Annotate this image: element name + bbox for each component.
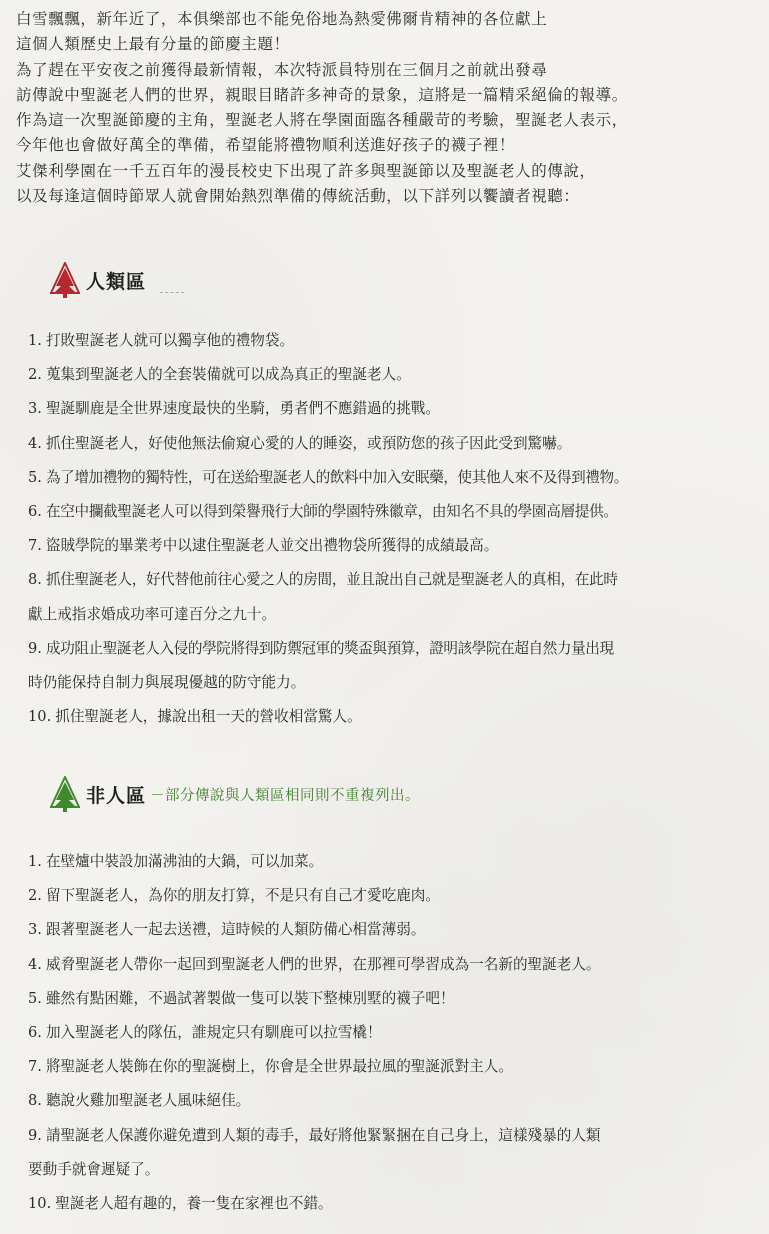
tree-trunk — [63, 806, 67, 812]
item-number: 9. — [28, 639, 42, 657]
nonhuman-section-note: －部分傳說與人類區相同則不重複列出。 — [150, 787, 421, 804]
list-item — [28, 358, 766, 392]
list-item — [28, 392, 766, 426]
item-text: 為了增加禮物的獨特性，可在送給聖誕老人的飲料中加入安眠藥，使其他人來不及得到禮物。 — [45, 468, 628, 486]
item-number: 10. — [28, 708, 52, 726]
item-text: 跟著聖誕老人一起去送禮，這時候的人類防備心相當薄弱。 — [45, 921, 426, 939]
item-text: 抓住聖誕老人，據說出租一天的營收相當驚人。 — [55, 708, 362, 726]
item-text: 在空中攔截聖誕老人可以得到榮譽飛行大師的學園特殊徽章，由知名不具的學園高層提供。 — [45, 503, 618, 521]
nonhuman-section-title: 非人區 — [86, 784, 147, 807]
intro-line: 今年他也會做好萬全的準備，希望能將禮物順利送進好孩子的襪子裡！ — [16, 136, 516, 155]
item-text: 在壁爐中裝設加滿沸油的大鍋，可以加菜。 — [45, 853, 324, 870]
list-item — [28, 529, 766, 563]
item-text-continued: 獻上戒指求婚成功率可達百分之九十。 — [28, 605, 277, 623]
intro-line: 這個人類歷史上最有分量的節慶主題！ — [16, 35, 290, 54]
item-number: 7. — [28, 1058, 42, 1076]
item-text: 雖然有點困難，不過試著製做一隻可以裝下整棟別墅的襪子吧！ — [45, 989, 455, 1007]
list-item — [28, 495, 766, 529]
list-item — [28, 324, 766, 358]
intro-line: 白雪飄飄，新年近了，本俱樂部也不能免俗地為熱愛佛爾肯精神的各位獻上 — [16, 10, 548, 28]
list-item — [28, 879, 766, 913]
list-item — [28, 632, 766, 700]
list-item — [28, 948, 766, 982]
item-text-continued: 要動手就會遲疑了。 — [28, 1160, 160, 1178]
item-text: 聽說火雞加聖誕老人風味絕佳。 — [45, 1092, 251, 1110]
nonhuman-legend-list — [28, 845, 766, 1221]
list-item — [28, 427, 766, 461]
item-text: 將聖誕老人裝飾在你的聖誕樹上，你會是全世界最拉風的聖誕派對主人。 — [45, 1058, 513, 1076]
item-number: 1. — [28, 853, 42, 870]
item-number: 8. — [28, 1092, 42, 1110]
item-text: 抓住聖誕老人，好代替他前往心愛之人的房間，並且說出自己就是聖誕老人的真相，在此時 — [45, 571, 618, 589]
divider — [160, 292, 184, 294]
intro-line: 為了趕在平安夜之前獲得最新情報，本次特派員特別在三個月之前就出發尋 — [16, 60, 548, 79]
item-text: 打敗聖誕老人就可以獨享他的禮物袋。 — [45, 332, 295, 349]
item-text: 威脅聖誕老人帶你一起回到聖誕老人們的世界，在那裡可學習成為一名新的聖誕老人。 — [45, 955, 601, 973]
item-number: 5. — [28, 989, 42, 1007]
red-tree-icon — [50, 262, 80, 298]
human-section-title: 人類區 — [86, 270, 147, 293]
item-text: 留下聖誕老人，為你的朋友打算，不是只有自己才愛吃鹿肉。 — [45, 887, 440, 905]
list-item — [28, 1016, 766, 1050]
item-text: 請聖誕老人保護你避免遭到人類的毒手，最好將他緊緊捆在自己身上，這樣殘暴的人類 — [45, 1126, 601, 1144]
list-item — [28, 1187, 766, 1221]
item-text: 蒐集到聖誕老人的全套裝備就可以成為真正的聖誕老人。 — [45, 366, 411, 384]
list-item — [28, 1084, 766, 1118]
intro-paragraph — [16, 7, 766, 209]
list-item — [28, 913, 766, 947]
nonhuman-section-header — [50, 776, 420, 812]
intro-line: 作為這一次聖誕節慶的主角，聖誕老人將在學園面臨各種嚴苛的考驗，聖誕老人表示， — [16, 111, 628, 130]
item-number: 3. — [28, 400, 42, 418]
item-number: 4. — [28, 434, 42, 452]
item-text: 抓住聖誕老人，好使他無法偷窺心愛的人的睡姿，或預防您的孩子因此受到驚嚇。 — [45, 434, 572, 452]
item-number: 3. — [28, 921, 42, 939]
item-text: 聖誕馴鹿是全世界速度最快的坐騎，勇者們不應錯過的挑戰。 — [45, 400, 440, 418]
item-number: 10. — [28, 1195, 52, 1213]
item-number: 1. — [28, 332, 42, 349]
list-item — [28, 563, 766, 631]
item-number: 2. — [28, 887, 42, 905]
list-item — [28, 461, 766, 495]
list-item — [28, 1050, 766, 1084]
list-item — [28, 845, 766, 879]
item-number: 2. — [28, 366, 42, 384]
item-text-continued: 時仍能保持自制力與展現優越的防守能力。 — [28, 674, 306, 692]
item-number: 6. — [28, 1024, 42, 1042]
item-number: 9. — [28, 1126, 42, 1144]
item-text: 成功阻止聖誕老人入侵的學院將得到防禦冠軍的獎盃與預算，證明該學院在超自然力量出現 — [45, 639, 614, 657]
intro-line: 以及每逢這個時節眾人就會開始熱烈準備的傳統活動，以下詳列以饗讀者視聽： — [16, 187, 580, 206]
human-legend-list — [28, 324, 766, 734]
human-section-header — [50, 262, 146, 298]
item-number: 6. — [28, 503, 42, 521]
item-number: 5. — [28, 468, 42, 486]
item-number: 4. — [28, 955, 42, 973]
green-tree-icon — [50, 776, 80, 812]
item-text: 加入聖誕老人的隊伍，誰規定只有馴鹿可以拉雪橇！ — [45, 1024, 382, 1042]
intro-line: 艾傑利學園在一千五百年的漫長校史下出現了許多與聖誕節以及聖誕老人的傳說， — [16, 161, 596, 180]
intro-line: 訪傳說中聖誕老人們的世界，親眼目睹許多神奇的景象，這將是一篇精采絕倫的報導。 — [16, 85, 628, 104]
item-number: 8. — [28, 571, 42, 589]
item-text: 盜賊學院的畢業考中以逮住聖誕老人並交出禮物袋所獲得的成績最高。 — [45, 537, 499, 555]
list-item — [28, 982, 766, 1016]
list-item — [28, 1119, 766, 1187]
tree-trunk — [63, 292, 67, 298]
item-text: 聖誕老人超有趣的，養一隻在家裡也不錯。 — [55, 1195, 333, 1213]
item-number: 7. — [28, 537, 42, 555]
list-item — [28, 700, 766, 734]
